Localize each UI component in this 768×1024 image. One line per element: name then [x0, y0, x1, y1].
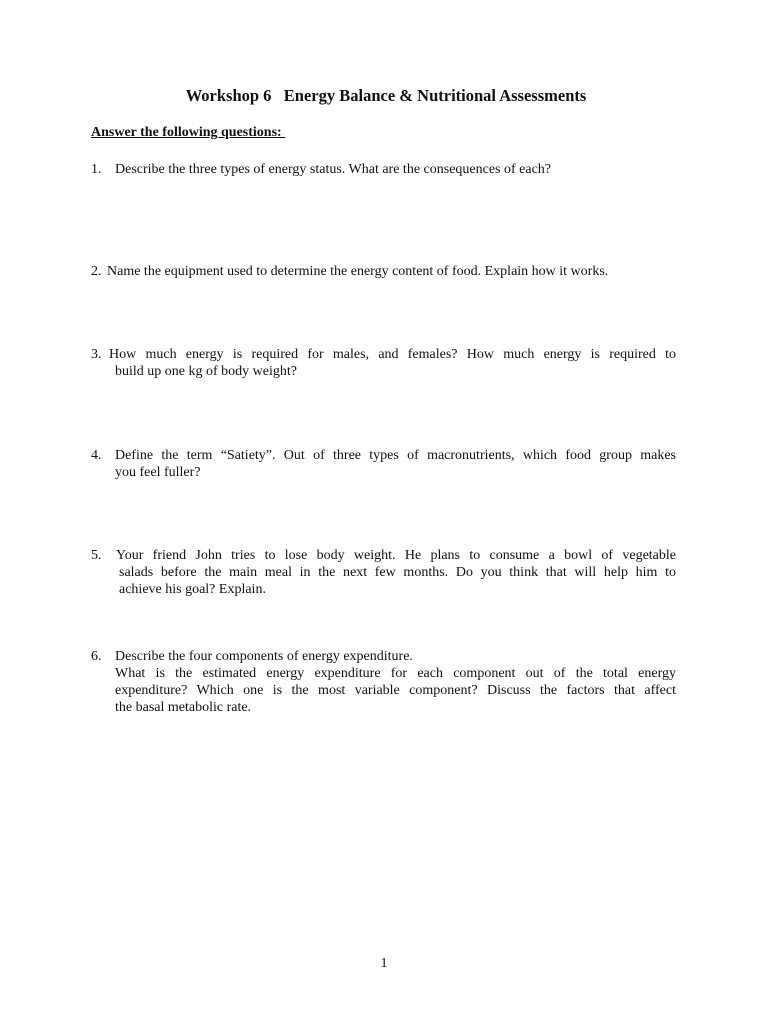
- question-text: Name the equipment used to determine the energy content of food. Explain how it works.: [107, 264, 609, 279]
- question-text-continued: expenditure? Which one is the most variable component? Discuss the factors that affect: [115, 683, 676, 698]
- question-text: Describe the four components of energy expenditure.: [115, 649, 413, 664]
- question-text-continued: build up one kg of body weight?: [115, 364, 297, 379]
- question-4: [91, 447, 676, 481]
- question-text: Define the term “Satiety”. Out of three types of macronutrients, which food group makes: [115, 448, 676, 463]
- question-text: Describe the three types of energy status. What are the consequences of each?: [115, 162, 552, 177]
- question-6: [91, 648, 676, 716]
- question-text: How much energy is required for males, and females? How much energy is required to: [109, 347, 676, 362]
- question-number: 4.: [91, 448, 102, 463]
- question-number: 1.: [91, 162, 102, 177]
- question-number: 2.: [91, 264, 102, 279]
- question-text-continued: you feel fuller?: [115, 465, 201, 480]
- question-text: Your friend John tries to lose body weight. He plans to consume a bowl of vegetable: [116, 548, 676, 563]
- question-number: 6.: [91, 649, 102, 664]
- question-text-continued: What is the estimated energy expenditure for each component out of the total energy: [115, 666, 676, 681]
- page-title: Workshop 6 Energy Balance & Nutritional Assessments: [185, 86, 587, 105]
- question-text-continued: achieve his goal? Explain.: [119, 582, 266, 597]
- page-number: 1: [380, 956, 388, 971]
- question-2: [91, 263, 676, 280]
- question-5: [91, 547, 676, 598]
- question-3: [91, 346, 676, 380]
- question-number: 5.: [91, 548, 102, 563]
- instructions-heading: Answer the following questions:: [91, 125, 286, 140]
- question-1: [91, 161, 676, 178]
- question-text-continued: the basal metabolic rate.: [115, 700, 252, 715]
- question-text-continued: salads before the main meal in the next few months. Do you think that will help him to: [119, 565, 676, 580]
- question-number: 3.: [91, 347, 102, 362]
